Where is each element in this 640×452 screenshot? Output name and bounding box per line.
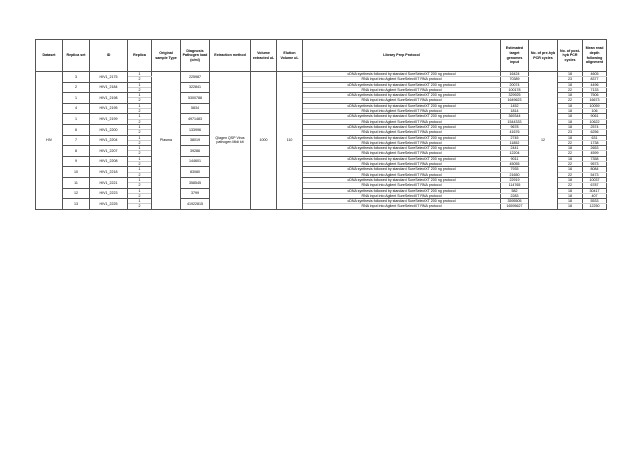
replica-set-cell: 1 [63, 93, 90, 104]
replica-cell: 2 [128, 119, 152, 124]
genomes-input-cell: 2745 [501, 135, 529, 140]
sample-id-cell: HIV1_2175 [90, 72, 128, 83]
sample-id-cell: HIV1_2204 [90, 135, 128, 146]
read-depth-cell: 4599 [583, 151, 607, 156]
replica-cell: 1 [128, 72, 152, 77]
replica-set-cell: 1 [63, 114, 90, 125]
read-depth-cell: 8084 [583, 167, 607, 172]
replica-cell: 1 [128, 103, 152, 108]
post-hyb-cycles-cell: 22 [558, 183, 583, 188]
replica-cell: 2 [128, 130, 152, 135]
protocol-cell: RNA input into Agilent SureSelectXT RNA protocol [303, 140, 501, 145]
post-hyb-cycles-cell: 18 [558, 135, 583, 140]
read-depth-cell: 407 [583, 193, 607, 198]
read-depth-cell: 16673 [583, 98, 607, 103]
sample-id-cell: HIV1_2218 [90, 167, 128, 178]
replica-cell: 1 [128, 199, 152, 204]
pathogen-load-cell: 5834 [181, 103, 210, 114]
post-hyb-cycles-cell: 18 [558, 124, 583, 129]
replica-cell: 2 [128, 172, 152, 177]
replica-cell: 1 [128, 177, 152, 182]
protocol-cell: RNA input into Agilent SureSelectXT RNA protocol [303, 172, 501, 177]
replica-set-cell: 11 [63, 177, 90, 188]
genomes-input-cell: 11852 [501, 140, 529, 145]
replica-cell: 2 [128, 162, 152, 167]
protocol-cell: cDNA synthesis followed by standard SureSelectXT 200 ng protocol [303, 156, 501, 161]
genomes-input-cell: 16424 [501, 72, 529, 77]
protocol-cell: RNA input into Agilent SureSelectXT RNA protocol [303, 98, 501, 103]
read-depth-cell: 631 [583, 135, 607, 140]
read-depth-cell: 4496 [583, 82, 607, 87]
read-depth-cell: 106 [583, 109, 607, 114]
read-depth-cell: 12250 [583, 204, 607, 209]
genomes-input-cell: 1649623 [501, 98, 529, 103]
replica-set-cell: 2 [63, 82, 90, 93]
post-hyb-cycles-cell: 18 [558, 204, 583, 209]
protocol-cell: RNA input into Agilent SureSelectXT RNA protocol [303, 162, 501, 167]
sample-type-cell: Plasma [152, 72, 181, 210]
genomes-input-cell: 45055 [501, 162, 529, 167]
genomes-input-cell: 9678 [501, 124, 529, 129]
protocol-cell: cDNA synthesis followed by standard SureSelectXT 200 ng protocol [303, 103, 501, 108]
replica-set-cell: 10 [63, 167, 90, 178]
read-depth-cell: 9573 [583, 162, 607, 167]
sample-id-cell: HIV1_2207 [90, 146, 128, 157]
read-depth-cell: 5533 [583, 199, 607, 204]
replica-set-cell: 6 [63, 124, 90, 135]
protocol-cell: RNA input into Agilent SureSelectXT RNA protocol [303, 87, 501, 92]
replica-cell: 2 [128, 87, 152, 92]
header-row [36, 40, 607, 72]
column-header: Mean read depth following alignment [583, 40, 607, 72]
post-hyb-cycles-cell: 23 [558, 130, 583, 135]
genomes-input-cell: 20074 [501, 82, 529, 87]
post-hyb-cycles-cell: 22 [558, 98, 583, 103]
column-header: Replica set [63, 40, 90, 72]
sample-id-cell: HIV1_2195 [90, 103, 128, 114]
extraction-method-cell: Qiagen QSP Virus pathogen Midi kit [210, 72, 251, 210]
genomes-input-cell: 70389 [501, 77, 529, 82]
sample-id-cell: HIV1_2198 [90, 93, 128, 104]
sample-id-cell: HIV1_2199 [90, 114, 128, 125]
read-depth-cell: 10622 [583, 119, 607, 124]
replica-set-cell: 8 [63, 146, 90, 157]
protocol-cell: RNA input into Agilent SureSelectXT RNA protocol [303, 151, 501, 156]
protocol-cell: RNA input into Agilent SureSelectXT RNA protocol [303, 119, 501, 124]
pathogen-load-cell: 38019 [181, 135, 210, 146]
volume-cell: 1000 [251, 72, 277, 210]
replica-set-cell: 9 [63, 156, 90, 167]
genomes-input-cell: 9011 [501, 156, 529, 161]
post-hyb-cycles-cell: 18 [558, 146, 583, 151]
read-depth-cell: 10037 [583, 177, 607, 182]
protocol-cell: RNA input into Agilent SureSelectXT RNA protocol [303, 130, 501, 135]
replica-set-cell: 3 [63, 72, 90, 83]
read-depth-cell: 5473 [583, 172, 607, 177]
replica-cell: 2 [128, 183, 152, 188]
protocol-cell: cDNA synthesis followed by standard SureSelectXT 200 ng protocol [303, 146, 501, 151]
protocol-cell: cDNA synthesis followed by standard SureSelectXT 200 ng protocol [303, 199, 501, 204]
post-hyb-cycles-cell: 18 [558, 199, 583, 204]
replica-set-cell: 12 [63, 188, 90, 199]
read-depth-cell: 6256 [583, 130, 607, 135]
replica-set-cell: 13 [63, 199, 90, 210]
replica-cell: 1 [128, 82, 152, 87]
column-header: No. of pre-hyb PCR cycles [529, 40, 558, 72]
read-depth-cell: 8377 [583, 77, 607, 82]
genomes-input-cell: 2441 [501, 146, 529, 151]
post-hyb-cycles-cell: 18 [558, 156, 583, 161]
column-header: Library Prep Protocol [303, 40, 501, 72]
post-hyb-cycles-cell: 18 [558, 193, 583, 198]
post-hyb-cycles-cell: 18 [558, 119, 583, 124]
replica-cell: 2 [128, 151, 152, 156]
genomes-input-cell: 22919 [501, 177, 529, 182]
column-header: Volume extracted uL [251, 40, 277, 72]
protocol-cell: RNA input into Agilent SureSelectXT RNA protocol [303, 204, 501, 209]
pathogen-load-cell: 41922815 [181, 199, 210, 210]
elution-cell: 110 [277, 72, 303, 210]
read-depth-cell: 6787 [583, 183, 607, 188]
pathogen-load-cell: 225987 [181, 72, 210, 83]
pathogen-load-cell: 3799 [181, 188, 210, 199]
protocol-cell: cDNA synthesis followed by standard SureSelectXT 200 ng protocol [303, 167, 501, 172]
pathogen-load-cell: 4971483 [181, 114, 210, 125]
genomes-input-cell: 7935 [501, 167, 529, 172]
genomes-input-cell: 329925 [501, 93, 529, 98]
replica-cell: 2 [128, 193, 152, 198]
replica-cell: 1 [128, 156, 152, 161]
post-hyb-cycles-cell: 18 [558, 188, 583, 193]
read-depth-cell: 2574 [583, 124, 607, 129]
genomes-input-cell: 1814 [501, 109, 529, 114]
pre-hyb-cycles-cell: 12 [529, 72, 558, 210]
post-hyb-cycles-cell: 18 [558, 93, 583, 98]
genomes-input-cell: 16595627 [501, 204, 529, 209]
genomes-input-cell: 12204 [501, 151, 529, 156]
post-hyb-cycles-cell: 18 [558, 167, 583, 172]
genomes-input-cell: 41676 [501, 130, 529, 135]
protocol-cell: cDNA synthesis followed by standard SureSelectXT 200 ng protocol [303, 82, 501, 87]
protocol-cell: RNA input into Agilent SureSelectXT RNA protocol [303, 109, 501, 114]
sample-id-cell: HIV1_2184 [90, 82, 128, 93]
column-header: Dataset [36, 40, 63, 72]
protocol-cell: RNA input into Agilent SureSelectXT RNA protocol [303, 193, 501, 198]
protocol-cell: cDNA synthesis followed by standard SureSelectXT 200 ng protocol [303, 188, 501, 193]
replica-cell: 2 [128, 204, 152, 209]
genomes-input-cell: 100178 [501, 87, 529, 92]
replica-cell: 1 [128, 146, 152, 151]
replica-cell: 1 [128, 188, 152, 193]
replica-cell: 1 [128, 93, 152, 98]
genomes-input-cell: 369344 [501, 114, 529, 119]
read-depth-cell: 7358 [583, 156, 607, 161]
read-depth-cell: 30417 [583, 188, 607, 193]
pathogen-load-cell: 358545 [181, 177, 210, 188]
protocol-cell: cDNA synthesis followed by standard SureSelectXT 200 ng protocol [303, 124, 501, 129]
sample-id-cell: HIV1_2223 [90, 188, 128, 199]
post-hyb-cycles-cell: 22 [558, 87, 583, 92]
replica-cell: 2 [128, 140, 152, 145]
dataset-cell: HIV [36, 72, 63, 210]
post-hyb-cycles-cell: 18 [558, 82, 583, 87]
pathogen-load-cell: 39286 [181, 146, 210, 157]
replica-set-cell: 4 [63, 103, 90, 114]
read-depth-cell: 1738 [583, 140, 607, 145]
post-hyb-cycles-cell: 22 [558, 162, 583, 167]
column-header: Estimated target genomes input [501, 40, 529, 72]
protocol-cell: cDNA synthesis followed by standard SureSelectXT 200 ng protocol [303, 114, 501, 119]
protocol-cell: RNA input into Agilent SureSelectXT RNA protocol [303, 77, 501, 82]
post-hyb-cycles-cell: 22 [558, 151, 583, 156]
genomes-input-cell: 1452 [501, 103, 529, 108]
genomes-input-cell: 1544333 [501, 119, 529, 124]
replica-cell: 2 [128, 77, 152, 82]
genomes-input-cell: 21650 [501, 172, 529, 177]
column-header: No. of post-hyb PCR cycles [558, 40, 583, 72]
replica-set-cell: 7 [63, 135, 90, 146]
post-hyb-cycles-cell: 18 [558, 114, 583, 119]
genomes-input-cell: 582 [501, 188, 529, 193]
pathogen-load-cell: 144601 [181, 156, 210, 167]
post-hyb-cycles-cell: 22 [558, 140, 583, 145]
read-depth-cell: 9061 [583, 114, 607, 119]
protocol-cell: cDNA synthesis followed by standard SureSelectXT 200 ng protocol [303, 135, 501, 140]
read-depth-cell: 7133 [583, 87, 607, 92]
post-hyb-cycles-cell: 23 [558, 77, 583, 82]
replica-cell: 1 [128, 135, 152, 140]
post-hyb-cycles-cell: 22 [558, 172, 583, 177]
protocol-cell: RNA input into Agilent SureSelectXT RNA protocol [303, 183, 501, 188]
column-header: Elution Volume uL [277, 40, 303, 72]
read-depth-cell: 2653 [583, 146, 607, 151]
genomes-input-cell: 3595505 [501, 199, 529, 204]
sample-id-cell: HIV1_2200 [90, 124, 128, 135]
pathogen-load-cell: 322841 [181, 82, 210, 93]
replica-cell: 2 [128, 98, 152, 103]
column-header: Extraction method [210, 40, 251, 72]
post-hyb-cycles-cell: 18 [558, 109, 583, 114]
post-hyb-cycles-cell: 18 [558, 177, 583, 182]
column-header: Diagnosis Pathogen load (c/ml) [181, 40, 210, 72]
pathogen-load-cell: 133996 [181, 124, 210, 135]
sample-id-cell: HIV1_2208 [90, 156, 128, 167]
post-hyb-cycles-cell: 18 [558, 72, 583, 77]
column-header: ID [90, 40, 128, 72]
replica-cell: 2 [128, 109, 152, 114]
pathogen-load-cell: 83080 [181, 167, 210, 178]
replica-cell: 1 [128, 114, 152, 119]
protocol-cell: cDNA synthesis followed by standard SureSelectXT 200 ng protocol [303, 72, 501, 77]
replica-cell: 1 [128, 167, 152, 172]
sample-id-cell: HIV1_2221 [90, 177, 128, 188]
sample-id-cell: HIV1_2225 [90, 199, 128, 210]
data-table [35, 39, 607, 210]
column-header: Replica [128, 40, 152, 72]
read-depth-cell: 4605 [583, 72, 607, 77]
pathogen-load-cell: 5300788 [181, 93, 210, 104]
replica-cell: 1 [128, 124, 152, 129]
read-depth-cell: 7506 [583, 93, 607, 98]
genomes-input-cell: 114765 [501, 183, 529, 188]
column-header: Original sample Type [152, 40, 181, 72]
post-hyb-cycles-cell: 18 [558, 103, 583, 108]
protocol-cell: cDNA synthesis followed by standard SureSelectXT 200 ng protocol [303, 177, 501, 182]
genomes-input-cell: 2283 [501, 193, 529, 198]
protocol-cell: cDNA synthesis followed by standard SureSelectXT 200 ng protocol [303, 93, 501, 98]
read-depth-cell: 10059 [583, 103, 607, 108]
